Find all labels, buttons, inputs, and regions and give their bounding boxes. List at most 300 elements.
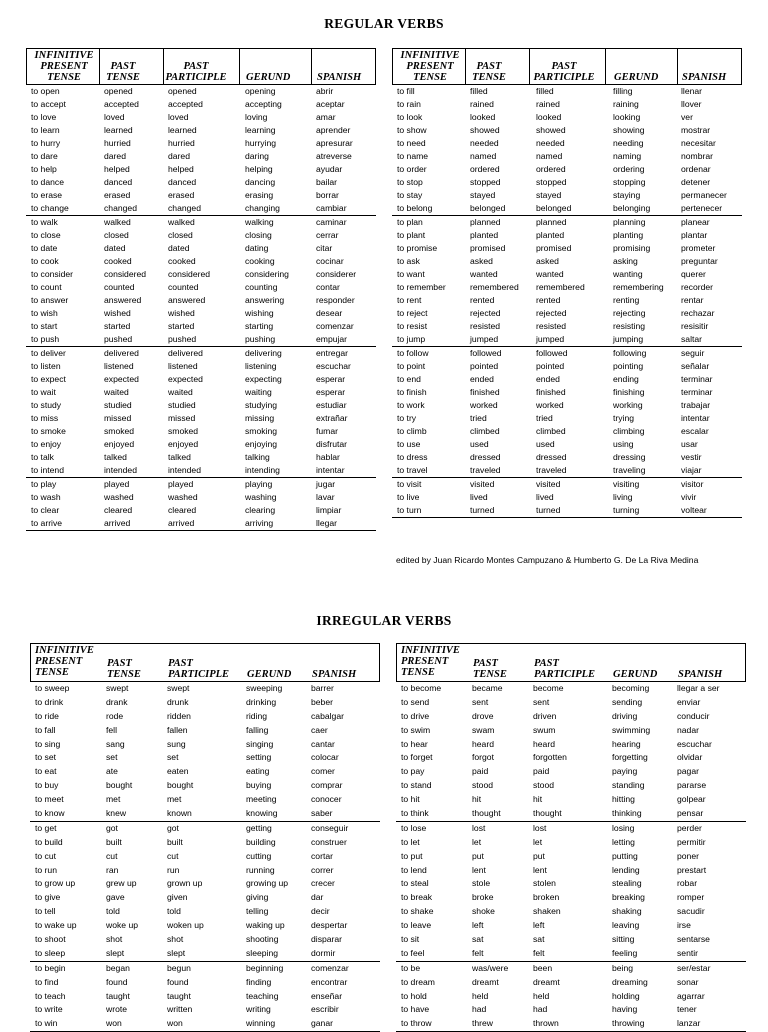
past-tense-cell: needed — [470, 138, 499, 148]
gerund-cell: living — [613, 492, 633, 502]
gerund-cell: sweeping — [246, 683, 283, 693]
verb-row — [26, 451, 376, 464]
past-participle-cell: been — [533, 962, 553, 973]
past-participle-cell: jumped — [536, 334, 565, 344]
verb-row — [26, 202, 376, 215]
header-divider — [311, 49, 312, 84]
infinitive-cell: to get — [35, 822, 57, 833]
infinitive-cell: to dare — [31, 151, 58, 161]
past-tense-cell: dreamt — [472, 976, 499, 987]
past-participle-cell: tried — [536, 413, 553, 423]
verb-row — [396, 836, 746, 850]
past-tense-cell: played — [104, 479, 130, 489]
gerund-cell: beginning — [246, 962, 284, 973]
infinitive-cell: to begin — [35, 962, 66, 973]
spanish-cell: barrer — [311, 683, 334, 693]
past-participle-cell: asked — [536, 256, 559, 266]
past-tense-cell: erased — [104, 190, 131, 200]
gerund-cell: sleeping — [246, 947, 279, 958]
past-participle-cell: enjoyed — [168, 439, 199, 449]
past-tense-cell: stole — [472, 878, 491, 889]
past-participle-cell: intended — [168, 465, 201, 475]
gerund-cell: waking up — [246, 920, 285, 931]
infinitive-cell: to erase — [31, 190, 63, 200]
gerund-cell: belonging — [613, 203, 651, 213]
past-participle-cell: shot — [167, 934, 184, 945]
past-participle-cell: stopped — [536, 177, 567, 187]
gerund-cell: shaking — [612, 906, 642, 917]
past-tense-cell: enjoyed — [104, 439, 135, 449]
infinitive-cell: to plan — [397, 217, 423, 227]
verb-group — [30, 682, 380, 822]
infinitive-cell: to date — [31, 243, 58, 253]
spanish-cell: permanecer — [681, 190, 727, 200]
infinitive-cell: to live — [397, 492, 420, 502]
infinitive-cell: to learn — [31, 125, 60, 135]
verb-group — [392, 85, 742, 216]
gerund-cell: starting — [245, 321, 274, 331]
infinitive-cell: to close — [31, 230, 61, 240]
gerund-cell: cutting — [246, 850, 272, 861]
infinitive-cell: to count — [31, 282, 62, 292]
spanish-cell: fumar — [316, 426, 338, 436]
spanish-cell: viajar — [681, 465, 702, 475]
verb-row — [26, 124, 376, 137]
gerund-cell: washing — [245, 492, 277, 502]
past-participle-cell: changed — [168, 203, 201, 213]
column-header-gerund: GERUND — [246, 72, 291, 83]
verb-row — [26, 137, 376, 150]
past-tense-cell: opened — [104, 86, 133, 96]
past-participle-cell: begun — [167, 962, 191, 973]
verb-row — [396, 850, 746, 864]
infinitive-cell: to want — [397, 269, 425, 279]
past-participle-cell: fallen — [167, 724, 188, 735]
infinitive-cell: to visit — [397, 479, 422, 489]
spanish-cell: entregar — [316, 348, 349, 358]
spanish-cell: querer — [681, 269, 706, 279]
infinitive-cell: to end — [397, 374, 421, 384]
verb-row — [26, 320, 376, 333]
infinitive-cell: to walk — [31, 217, 58, 227]
past-tense-cell: sang — [106, 738, 125, 749]
infinitive-cell: to ride — [35, 710, 59, 721]
spanish-cell: detener — [681, 177, 711, 187]
spanish-cell: usar — [681, 439, 698, 449]
past-participle-cell: pushed — [168, 334, 197, 344]
spanish-cell: sonar — [677, 976, 699, 987]
verb-row — [392, 347, 742, 360]
verb-row — [392, 307, 742, 320]
spanish-cell: construer — [311, 836, 347, 847]
spanish-cell: nadar — [677, 724, 699, 735]
verb-row — [30, 905, 380, 919]
spanish-cell: mostrar — [681, 125, 711, 135]
spanish-cell: cortar — [311, 850, 333, 861]
gerund-cell: teaching — [246, 990, 279, 1001]
verb-row — [396, 919, 746, 933]
past-tense-cell: stood — [472, 780, 494, 791]
gerund-cell: filling — [613, 86, 633, 96]
past-participle-cell: grown up — [167, 878, 203, 889]
infinitive-cell: to feel — [401, 947, 425, 958]
column-header-infinitive: INFINITIVE PRESENT TENSE — [400, 50, 460, 83]
verb-group — [396, 682, 746, 822]
gerund-cell: eating — [246, 766, 270, 777]
past-tense-cell: cut — [106, 850, 118, 861]
past-participle-cell: lent — [533, 864, 547, 875]
verb-row — [396, 976, 746, 990]
gerund-cell: following — [613, 348, 647, 358]
infinitive-cell: to push — [31, 334, 60, 344]
past-participle-cell: climbed — [536, 426, 566, 436]
spanish-cell: beber — [311, 696, 333, 707]
spanish-cell: llegar a ser — [677, 683, 720, 693]
past-tense-cell: named — [470, 151, 497, 161]
column-header-spanish: SPANISH — [312, 669, 357, 680]
regular-verbs-table-right — [392, 48, 742, 518]
past-tense-cell: had — [472, 1004, 487, 1015]
verb-row — [392, 137, 742, 150]
gerund-cell: running — [246, 864, 275, 875]
infinitive-cell: to steal — [401, 878, 429, 889]
spanish-cell: crecer — [311, 878, 335, 889]
infinitive-cell: to enjoy — [31, 439, 62, 449]
gerund-cell: giving — [246, 892, 269, 903]
verb-row — [392, 281, 742, 294]
past-participle-cell: rejected — [536, 308, 567, 318]
past-participle-cell: danced — [168, 177, 197, 187]
past-tense-cell: sent — [472, 696, 489, 707]
past-tense-cell: studied — [104, 400, 132, 410]
spanish-cell: recorder — [681, 282, 713, 292]
verb-row — [392, 268, 742, 281]
spanish-cell: cantar — [311, 738, 335, 749]
verb-row — [392, 150, 742, 163]
verb-row — [396, 962, 746, 976]
infinitive-cell: to point — [397, 361, 426, 371]
past-tense-cell: slept — [106, 947, 125, 958]
past-participle-cell: won — [167, 1018, 183, 1029]
verb-row — [392, 255, 742, 268]
column-header-past-participle: PAST PARTICIPLE — [168, 658, 230, 680]
verb-row — [392, 216, 742, 229]
infinitive-cell: to put — [401, 850, 423, 861]
regular-verbs-table-left — [26, 48, 376, 531]
past-participle-cell: hurried — [168, 138, 195, 148]
past-participle-cell: showed — [536, 125, 566, 135]
infinitive-cell: to stop — [397, 177, 423, 187]
infinitive-cell: to write — [35, 1004, 63, 1015]
infinitive-cell: to build — [35, 836, 63, 847]
past-tense-cell: planned — [470, 217, 501, 227]
verb-row — [26, 412, 376, 425]
spanish-cell: pertenecer — [681, 203, 723, 213]
past-tense-cell: bought — [106, 780, 133, 791]
spanish-cell: correr — [311, 864, 334, 875]
spanish-cell: comenzar — [316, 321, 354, 331]
editor-credit: edited by Juan Ricardo Montes Campuzano & Humberto G. De La Riva Medina — [396, 555, 699, 565]
verb-row — [396, 793, 746, 807]
verb-row — [396, 751, 746, 765]
verb-row — [26, 386, 376, 399]
past-participle-cell: put — [533, 850, 545, 861]
infinitive-cell: to drink — [35, 696, 64, 707]
past-participle-cell: had — [533, 1004, 548, 1015]
past-tense-cell: told — [106, 906, 120, 917]
past-tense-cell: arrived — [104, 518, 131, 528]
past-participle-cell: rained — [536, 99, 560, 109]
past-tense-cell: belonged — [470, 203, 506, 213]
gerund-cell: setting — [246, 752, 272, 763]
past-tense-cell: grew up — [106, 878, 137, 889]
spanish-cell: cerrar — [316, 230, 339, 240]
spanish-cell: lavar — [316, 492, 335, 502]
verb-row — [26, 425, 376, 438]
infinitive-cell: to reject — [397, 308, 428, 318]
infinitive-cell: to shake — [401, 906, 434, 917]
gerund-cell: swimming — [612, 724, 651, 735]
spanish-cell: seguir — [681, 348, 705, 358]
infinitive-cell: to answer — [31, 295, 69, 305]
infinitive-cell: to fill — [397, 86, 415, 96]
spanish-cell: colocar — [311, 752, 339, 763]
past-tense-cell: stayed — [470, 190, 496, 200]
past-participle-cell: heard — [533, 738, 555, 749]
past-participle-cell: eaten — [167, 766, 189, 777]
gerund-cell: rejecting — [613, 308, 646, 318]
infinitive-cell: to drive — [401, 710, 430, 721]
spanish-cell: responder — [316, 295, 355, 305]
past-tense-cell: stopped — [470, 177, 501, 187]
infinitive-cell: to name — [397, 151, 429, 161]
verb-row — [392, 399, 742, 412]
spanish-cell: escuchar — [677, 738, 712, 749]
past-tense-cell: let — [472, 836, 482, 847]
past-tense-cell: rode — [106, 710, 124, 721]
verb-row — [30, 710, 380, 724]
infinitive-cell: to expect — [31, 374, 66, 384]
spanish-cell: tener — [677, 1004, 697, 1015]
past-tense-cell: forgot — [472, 752, 494, 763]
verb-row — [30, 724, 380, 738]
past-participle-cell: helped — [168, 164, 194, 174]
verb-row — [26, 229, 376, 242]
verb-row — [392, 163, 742, 176]
verb-row — [26, 242, 376, 255]
infinitive-cell: to clear — [31, 505, 60, 515]
table-header — [396, 643, 746, 682]
verb-row — [396, 877, 746, 891]
past-tense-cell: got — [106, 822, 118, 833]
past-tense-cell: waited — [104, 387, 129, 397]
past-tense-cell: turned — [470, 505, 495, 515]
past-tense-cell: jumped — [470, 334, 499, 344]
spanish-cell: conducir — [677, 710, 710, 721]
verb-row — [26, 85, 376, 98]
past-participle-cell: dressed — [536, 452, 567, 462]
spanish-cell: rechazar — [681, 308, 715, 318]
infinitive-cell: to talk — [31, 452, 54, 462]
gerund-cell: driving — [612, 710, 638, 721]
gerund-cell: talking — [245, 452, 270, 462]
column-header-spanish: SPANISH — [682, 72, 727, 83]
gerund-cell: erasing — [245, 190, 274, 200]
spanish-cell: desear — [316, 308, 343, 318]
spanish-cell: amar — [316, 112, 336, 122]
verb-row — [396, 807, 746, 821]
past-participle-cell: visited — [536, 479, 561, 489]
past-tense-cell: hurried — [104, 138, 131, 148]
past-participle-cell: forgotten — [533, 752, 567, 763]
gerund-cell: sitting — [612, 934, 635, 945]
past-participle-cell: cut — [167, 850, 179, 861]
gerund-cell: pointing — [613, 361, 644, 371]
verb-row — [392, 451, 742, 464]
past-participle-cell: cooked — [168, 256, 196, 266]
past-tense-cell: swept — [106, 683, 129, 693]
infinitive-cell: to use — [397, 439, 421, 449]
past-participle-cell: counted — [168, 282, 199, 292]
gerund-cell: dreaming — [612, 976, 648, 987]
spanish-cell: enseñar — [311, 990, 343, 1001]
past-participle-cell: drunk — [167, 696, 189, 707]
verb-row — [30, 1017, 380, 1031]
spanish-cell: cambiar — [316, 203, 347, 213]
gerund-cell: showing — [613, 125, 645, 135]
gerund-cell: paying — [612, 766, 638, 777]
verb-row — [396, 710, 746, 724]
past-participle-cell: shaken — [533, 906, 561, 917]
past-participle-cell: traveled — [536, 465, 567, 475]
past-participle-cell: left — [533, 920, 545, 931]
verb-row — [30, 962, 380, 976]
infinitive-cell: to sleep — [35, 947, 66, 958]
gerund-cell: naming — [613, 151, 642, 161]
gerund-cell: jumping — [613, 334, 644, 344]
infinitive-cell: to travel — [397, 465, 428, 475]
spanish-cell: planear — [681, 217, 710, 227]
irregular-verbs-table-left — [30, 643, 380, 1032]
verb-group — [392, 347, 742, 478]
past-participle-cell: delivered — [168, 348, 203, 358]
verb-row — [26, 478, 376, 491]
spanish-cell: rentar — [681, 295, 704, 305]
spanish-cell: disfrutar — [316, 439, 348, 449]
column-header-past-participle: PAST PARTICIPLE — [533, 61, 595, 83]
verb-row — [30, 696, 380, 710]
spanish-cell: pagar — [677, 766, 699, 777]
past-tense-cell: lost — [472, 822, 486, 833]
past-tense-cell: planted — [470, 230, 499, 240]
past-tense-cell: won — [106, 1018, 122, 1029]
verb-group — [392, 478, 742, 518]
gerund-cell: hearing — [612, 738, 641, 749]
spanish-cell: agarrar — [677, 990, 705, 1001]
past-participle-cell: swept — [167, 683, 190, 693]
gerund-cell: falling — [246, 724, 269, 735]
infinitive-cell: to hit — [401, 794, 420, 805]
verb-row — [392, 412, 742, 425]
spanish-cell: escribir — [311, 1004, 339, 1015]
spanish-cell: comprar — [311, 780, 343, 791]
gerund-cell: stealing — [612, 878, 642, 889]
infinitive-cell: to remember — [397, 282, 446, 292]
verb-row — [30, 947, 380, 961]
verb-group — [30, 962, 380, 1032]
infinitive-cell: to swim — [401, 724, 431, 735]
spanish-cell: ayudar — [316, 164, 343, 174]
past-tense-cell: traveled — [470, 465, 501, 475]
past-tense-cell: dated — [104, 243, 126, 253]
spanish-cell: apresurar — [316, 138, 353, 148]
verb-row — [396, 779, 746, 793]
past-participle-cell: worked — [536, 400, 564, 410]
verb-group — [396, 962, 746, 1032]
verb-row — [392, 85, 742, 98]
past-tense-cell: worked — [470, 400, 498, 410]
spanish-cell: señalar — [681, 361, 710, 371]
verb-row — [392, 386, 742, 399]
infinitive-cell: to throw — [401, 1018, 432, 1029]
past-participle-cell: broken — [533, 892, 560, 903]
past-participle-cell: known — [167, 808, 192, 819]
gerund-cell: dating — [245, 243, 269, 253]
past-participle-cell: learned — [168, 125, 197, 135]
gerund-cell: walking — [245, 217, 274, 227]
past-participle-cell: accepted — [168, 99, 203, 109]
gerund-cell: smoking — [245, 426, 277, 436]
column-header-past-participle: PAST PARTICIPLE — [534, 658, 596, 680]
spanish-cell: jugar — [316, 479, 336, 489]
past-participle-cell: wished — [168, 308, 195, 318]
past-tense-cell: put — [472, 850, 484, 861]
past-tense-cell: dressed — [470, 452, 501, 462]
infinitive-cell: to promise — [397, 243, 438, 253]
verb-group — [30, 822, 380, 962]
past-participle-cell: become — [533, 683, 564, 693]
gerund-cell: needing — [613, 138, 644, 148]
gerund-cell: drinking — [246, 696, 277, 707]
past-participle-cell: talked — [168, 452, 191, 462]
infinitive-cell: to finish — [397, 387, 427, 397]
past-participle-cell: woken up — [167, 920, 204, 931]
spanish-cell: despertar — [311, 920, 348, 931]
gerund-cell: feeling — [612, 947, 638, 958]
verb-row — [26, 216, 376, 229]
gerund-cell: answering — [245, 295, 285, 305]
past-tense-cell: ordered — [470, 164, 500, 174]
spanish-cell: llenar — [681, 86, 703, 96]
verb-row — [392, 478, 742, 491]
verb-row — [30, 793, 380, 807]
past-participle-cell: cleared — [168, 505, 197, 515]
column-header-past-tense: PAST TENSE — [472, 61, 506, 83]
gerund-cell: loving — [245, 112, 268, 122]
past-tense-cell: shoke — [472, 906, 495, 917]
past-tense-cell: intended — [104, 465, 137, 475]
past-participle-cell: bought — [167, 780, 194, 791]
infinitive-cell: to pay — [401, 766, 425, 777]
infinitive-cell: to need — [397, 138, 426, 148]
verb-row — [26, 281, 376, 294]
verb-row — [392, 360, 742, 373]
spanish-cell: permitir — [677, 836, 706, 847]
past-participle-cell: dated — [168, 243, 190, 253]
spanish-cell: visitor — [681, 479, 704, 489]
verb-row — [392, 464, 742, 477]
past-participle-cell: finished — [536, 387, 566, 397]
